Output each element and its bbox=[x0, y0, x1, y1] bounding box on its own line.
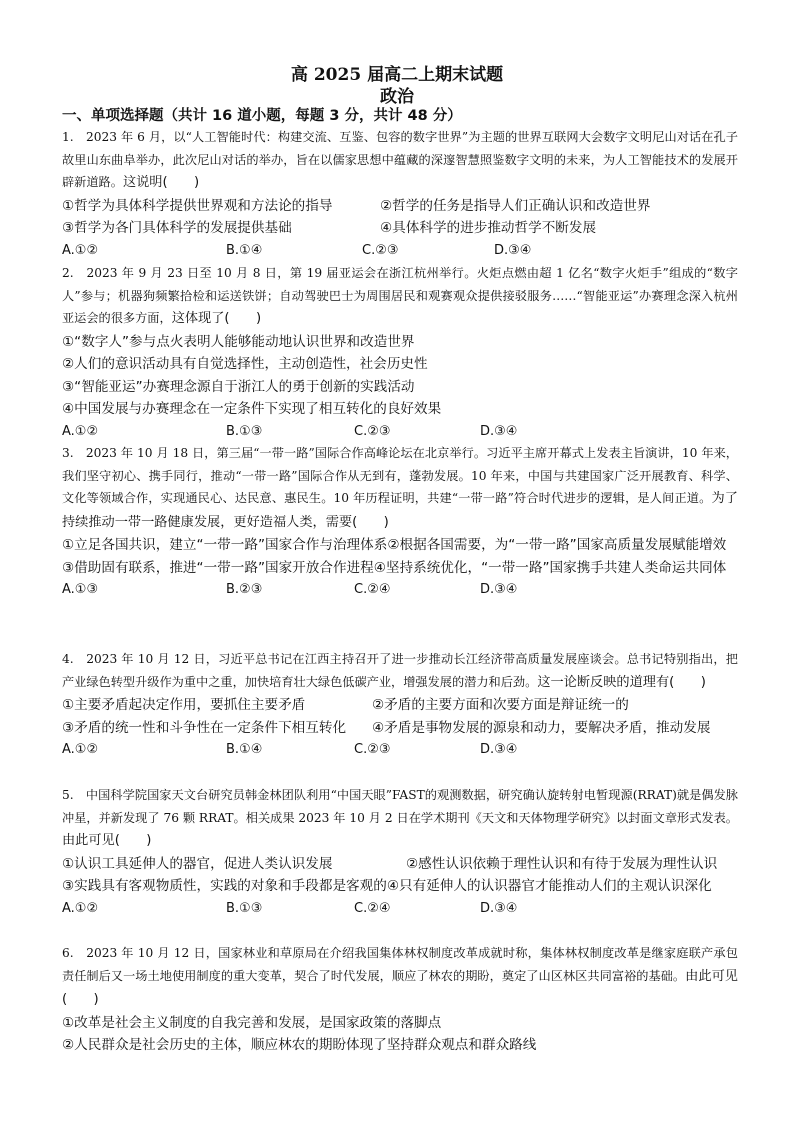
question-1-options-row-1 bbox=[62, 195, 738, 218]
choice-c: C.②③ bbox=[362, 242, 399, 258]
question-5-option-3-4: ③实践具有客观物质性，实践的对象和手段都是客观的④只有延伸人的认识器官才能推动人们的主观认识深化 bbox=[62, 878, 712, 894]
question-2-option-1: ①“数字人”参与点火表明人能够能动地认识世界和改造世界 bbox=[62, 333, 415, 350]
question-5-stem: 5. 中国科学院国家天文台研究员韩金林团队利用“中国天眼”FAST的观测数据，研究确认旋转射电暂现源(RRAT)就是偶发脉冲星，并新发现了 76 颗 RRAT。相关成果 2023 年 10 月 2 日在学术期刊《天文和天体物理学研究》以封面文章形式发表。由此可见( ) bbox=[62, 788, 738, 848]
question-4-option-4: ④矛盾是事物发展的源泉和动力，要解决矛盾，推动发展 bbox=[372, 719, 711, 736]
choice-d: D.③④ bbox=[480, 742, 518, 757]
question-2-option-3: ③“智能亚运”办赛理念源自于浙江人的勇于创新的实践活动 bbox=[62, 378, 415, 395]
question-4-options-row-2 bbox=[62, 717, 738, 740]
choice-a: A.①② bbox=[62, 242, 99, 258]
question-4-option-2: ②矛盾的主要方面和次要方面是辩证统一的 bbox=[372, 697, 629, 713]
question-5-option-1: ①认识工具延伸人的器官，促进人类认识发展 bbox=[62, 855, 333, 872]
choice-b: B.②③ bbox=[226, 582, 263, 597]
question-3-option-1-2: ①立足各国共识，建立“一带一路”国家合作与治理体系②根据各国需要，为“一带一路”国家高质量发展赋能增效 bbox=[62, 537, 727, 553]
choice-a: A.①② bbox=[62, 900, 99, 916]
choice-b: B.①③ bbox=[226, 900, 263, 916]
question-5-choices bbox=[62, 898, 738, 921]
question-2-option-2: ②人们的意识活动具有自觉选择性，主动创造性，社会历史性 bbox=[62, 356, 428, 372]
question-1-options-row-2 bbox=[62, 217, 738, 240]
question-2 bbox=[62, 262, 738, 443]
choice-d: D.③④ bbox=[480, 423, 518, 439]
question-3 bbox=[62, 442, 738, 602]
choice-d: D.③④ bbox=[494, 242, 532, 258]
question-1-option-1: ①哲学为具体科学提供世界观和方法论的指导 bbox=[62, 197, 333, 214]
question-3-choices bbox=[62, 579, 738, 602]
choice-c: C.②③ bbox=[354, 423, 391, 439]
section-heading: 一、单项选择题（共计 16 道小题，每题 3 分，共计 48 分） bbox=[62, 108, 462, 124]
question-4-option-3: ③矛盾的统一性和斗争性在一定条件下相互转化 bbox=[62, 719, 347, 736]
question-2-option-4: ④中国发展与办赛理念在一定条件下实现了相互转化的良好效果 bbox=[62, 401, 442, 417]
question-2-choices bbox=[62, 421, 738, 444]
choice-a: A.①② bbox=[62, 742, 99, 757]
question-4-options-row-1 bbox=[62, 694, 738, 717]
question-2-stem: 2. 2023 年 9 月 23 日至 10 月 8 日，第 19 届亚运会在浙江杭州举行。火炬点燃由超 1 亿名“数字火炬手”组成的“数字人”参与；机器狗频繁拾检和运送铁饼；自动驾驶巴士为周围居民和观赛观众提供接驳服务……“智能亚运”办赛理念深入杭州亚运会的很多方面，这体现了( ) bbox=[62, 266, 738, 326]
question-1 bbox=[62, 126, 738, 262]
question-6-stem: 6. 2023 年 10 月 12 日，国家林业和草原局在介绍我国集体林权制度改革成就时称，集体林权制度改革是继家庭联产承包责任制后又一场土地使用制度的重大变革，契合了时代发展，顺应了林农的期盼，奠定了山区林区共同富裕的基础。由此可见( ) bbox=[62, 946, 738, 1007]
question-5 bbox=[62, 784, 738, 920]
question-5-options-row-1 bbox=[62, 853, 738, 876]
question-5-option-2: ②感性认识依赖于理性认识和有待于发展为理性认识 bbox=[406, 855, 718, 872]
choice-d: D.③④ bbox=[480, 900, 518, 916]
question-1-option-4: ④具体科学的进步推动哲学不断发展 bbox=[380, 220, 597, 236]
choice-c: C.②④ bbox=[354, 900, 391, 916]
question-4-choices bbox=[62, 739, 738, 762]
question-1-option-3: ③哲学为各门具体科学的发展提供基础 bbox=[62, 220, 292, 236]
question-4-stem: 4. 2023 年 10 月 12 日，习近平总书记在江西主持召开了进一步推动长江经济带高质量发展座谈会。总书记特别指出，把产业绿色转型升级作为重中之重，加快培育壮大绿色低碳产业，增强发展的潜力和后劲。这一论断反映的道理有( ) bbox=[62, 652, 738, 690]
question-6-option-2: ②人民群众是社会历史的主体，顺应林农的期盼体现了坚持群众观点和群众路线 bbox=[62, 1037, 537, 1053]
choice-a: A.①③ bbox=[62, 582, 99, 597]
choice-a: A.①② bbox=[62, 423, 99, 439]
exam-subject: 政治 bbox=[380, 87, 414, 107]
question-1-choices bbox=[62, 240, 738, 263]
question-3-stem: 3. 2023 年 10 月 18 日，第三届“一带一路”国际合作高峰论坛在北京举行。习近平主席开幕式上发表主旨演讲，10 年来，我们坚守初心、携手同行，推动“一带一路”国际合作从无到有，蓬勃发展。10 年来，中国与共建国家广泛开展教育、科学、文化等领域合作，实现通民心、达民意、惠民生。10 年历程证明，共建“一带一路”符合时代进步的逻辑，是人间正道。为了持续推动一带一路健康发展，更好造福人类，需要( ) bbox=[62, 446, 738, 530]
question-1-stem: 1. 2023 年 6 月，以“人工智能时代：构建交流、互鉴、包容的数字世界”为主题的世界互联网大会数字文明尼山对话在孔子故里山东曲阜举办，此次尼山对话的举办，旨在以儒家思想中蕴藏的深邃智慧照鉴数字文明的未来，为人工智能技术的发展开辟新道路。这说明( ) bbox=[62, 130, 738, 190]
question-3-option-3-4: ③借助固有联系，推进“一带一路”国家开放合作进程④坚持系统优化，“一带一路”国家携手共建人类命运共同体 bbox=[62, 559, 727, 576]
choice-c: C.②③ bbox=[354, 742, 391, 757]
question-4 bbox=[62, 648, 738, 762]
choice-d: D.③④ bbox=[480, 582, 518, 597]
choice-c: C.②④ bbox=[354, 582, 391, 597]
choice-b: B.①④ bbox=[226, 242, 263, 258]
question-4-option-1: ①主要矛盾起决定作用，要抓住主要矛盾 bbox=[62, 697, 306, 713]
choice-b: B.①④ bbox=[226, 742, 263, 757]
choice-b: B.①③ bbox=[226, 423, 263, 439]
question-6-option-1: ①改革是社会主义制度的自我完善和发展，是国家政策的落脚点 bbox=[62, 1014, 442, 1031]
question-6 bbox=[62, 942, 738, 1057]
question-1-option-2: ②哲学的任务是指导人们正确认识和改造世界 bbox=[380, 197, 651, 214]
exam-title: 高 2025 届高二上期末试题 bbox=[290, 65, 504, 85]
